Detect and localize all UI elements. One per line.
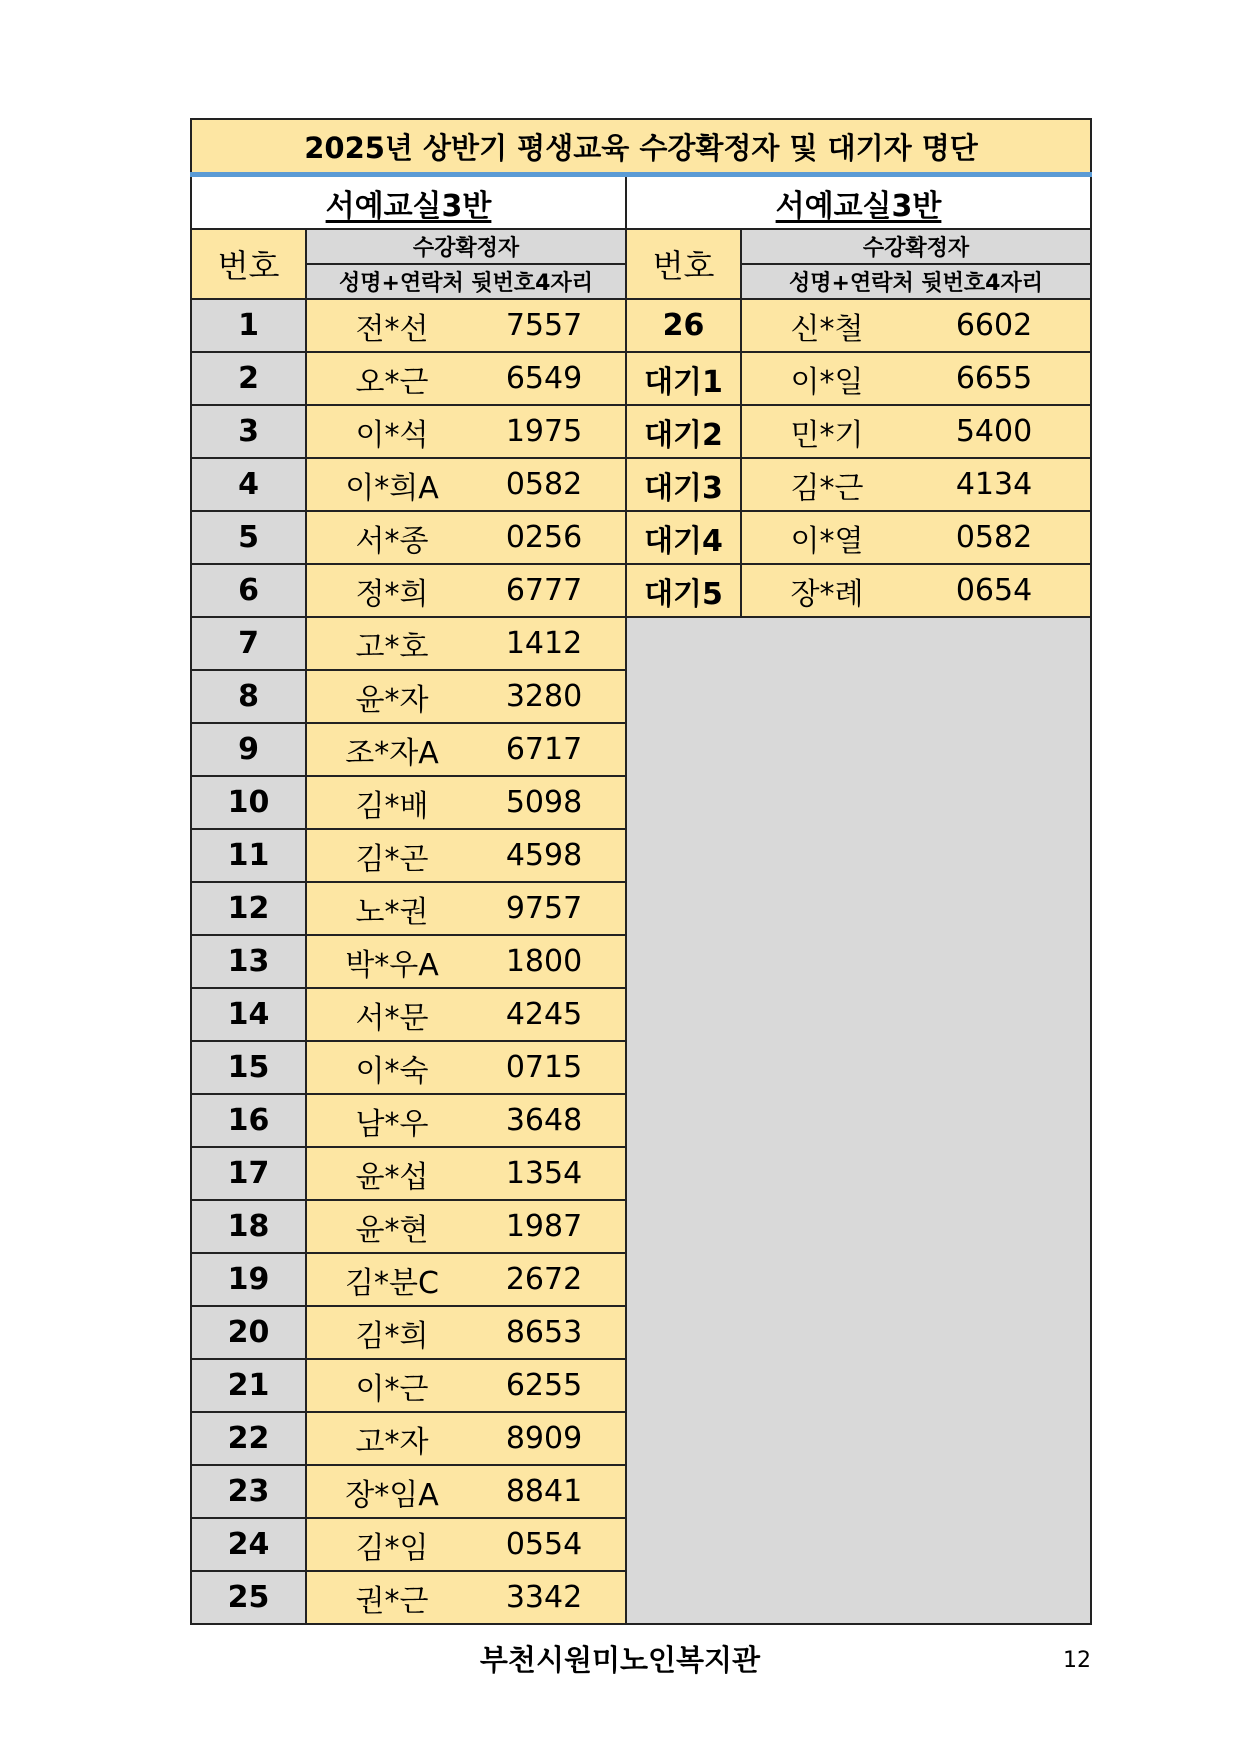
- entry-cell: [306, 511, 626, 564]
- empty-area: [626, 617, 1091, 1624]
- person-name: 김*임: [355, 1530, 429, 1566]
- row-number: 16: [191, 1094, 306, 1147]
- row-number: 2: [191, 352, 306, 405]
- entry-content: [307, 1519, 625, 1570]
- document-title: 2025년 상반기 평생교육 수강확정자 및 대기자 명단: [191, 119, 1091, 175]
- person-name: 노*권: [355, 894, 429, 930]
- person-name: 이*석: [355, 417, 429, 453]
- person-name: 김*분C: [345, 1265, 439, 1301]
- phone-last4: 0256: [505, 520, 583, 555]
- entry-cell: [306, 617, 626, 670]
- table-row: [191, 617, 1091, 670]
- entry-content: [307, 618, 625, 669]
- row-number: 8: [191, 670, 306, 723]
- entry-content: [307, 565, 625, 616]
- row-number: 12: [191, 882, 306, 935]
- entry-cell: [741, 564, 1091, 617]
- table-row: [191, 511, 1091, 564]
- row-number: 17: [191, 1147, 306, 1200]
- entry-content: [307, 406, 625, 457]
- entry-content: [742, 300, 1090, 351]
- phone-last4: 5400: [955, 414, 1033, 449]
- person-name: 고*자: [355, 1424, 429, 1460]
- entry-cell: [306, 776, 626, 829]
- number-header-left: 번호: [191, 229, 306, 299]
- row-number: 10: [191, 776, 306, 829]
- row-number: 15: [191, 1041, 306, 1094]
- row-number: 20: [191, 1306, 306, 1359]
- entry-cell: [306, 670, 626, 723]
- person-name: 신*철: [790, 311, 864, 347]
- person-name: 조*자A: [345, 735, 439, 771]
- person-name: 김*배: [355, 788, 429, 824]
- entry-content: [307, 777, 625, 828]
- phone-last4: 0654: [955, 573, 1033, 608]
- row-number: 대기4: [626, 511, 741, 564]
- entry-content: [742, 353, 1090, 404]
- phone-last4: 1354: [505, 1156, 583, 1191]
- person-name: 권*근: [355, 1583, 429, 1619]
- entry-content: [742, 406, 1090, 457]
- entry-content: [307, 1042, 625, 1093]
- phone-last4: 0554: [505, 1527, 583, 1562]
- table-row: [191, 564, 1091, 617]
- phone-last4: 5098: [505, 785, 583, 820]
- page-number: 12: [1063, 1648, 1091, 1673]
- phone-last4: 8909: [505, 1421, 583, 1456]
- entry-cell: [741, 299, 1091, 352]
- entry-content: [307, 1201, 625, 1252]
- entry-cell: [306, 1571, 626, 1624]
- entry-cell: [741, 511, 1091, 564]
- class-name-right: [626, 175, 1091, 230]
- person-name: 이*일: [790, 364, 864, 400]
- phone-last4: 4134: [955, 467, 1033, 502]
- person-name: 김*희: [355, 1318, 429, 1354]
- row-number: 대기3: [626, 458, 741, 511]
- row-number: 25: [191, 1571, 306, 1624]
- person-name: 서*문: [355, 1000, 429, 1036]
- table-row: [191, 299, 1091, 352]
- phone-last4: 6549: [505, 361, 583, 396]
- entry-cell: [306, 352, 626, 405]
- phone-last4: 7557: [505, 308, 583, 343]
- entry-cell: [306, 988, 626, 1041]
- entry-content: [307, 1148, 625, 1199]
- row-number: 26: [626, 299, 741, 352]
- phone-last4: 8841: [505, 1474, 583, 1509]
- name-phone-header-left: 성명+연락처 뒷번호4자리: [306, 264, 626, 299]
- row-number: 21: [191, 1359, 306, 1412]
- person-name: 오*근: [355, 364, 429, 400]
- entry-cell: [741, 405, 1091, 458]
- row-number: 22: [191, 1412, 306, 1465]
- entry-cell: [741, 352, 1091, 405]
- entry-cell: [306, 723, 626, 776]
- entry-content: [307, 459, 625, 510]
- row-number: 4: [191, 458, 306, 511]
- phone-last4: 6777: [505, 573, 583, 608]
- entry-cell: [306, 935, 626, 988]
- class-name-left-text: 서예교실3반: [325, 188, 492, 224]
- person-name: 김*곤: [355, 841, 429, 877]
- organization-footer: 부천시원미노인복지관: [479, 1643, 761, 1677]
- entry-content: [307, 1360, 625, 1411]
- entry-content: [742, 459, 1090, 510]
- class-name-right-text: 서예교실3반: [775, 188, 942, 224]
- phone-last4: 0715: [505, 1050, 583, 1085]
- phone-last4: 3648: [505, 1103, 583, 1138]
- entry-content: [307, 671, 625, 722]
- entry-content: [307, 1466, 625, 1517]
- phone-last4: 2672: [505, 1262, 583, 1297]
- row-number: 6: [191, 564, 306, 617]
- phone-last4: 8653: [505, 1315, 583, 1350]
- person-name: 김*근: [790, 470, 864, 506]
- phone-last4: 1412: [505, 626, 583, 661]
- entry-cell: [306, 1412, 626, 1465]
- row-number: 9: [191, 723, 306, 776]
- person-name: 전*선: [355, 311, 429, 347]
- entry-content: [307, 1572, 625, 1623]
- person-name: 남*우: [355, 1106, 429, 1142]
- person-name: 이*희A: [345, 470, 439, 506]
- phone-last4: 3280: [505, 679, 583, 714]
- person-name: 윤*자: [355, 682, 429, 718]
- entry-content: [742, 512, 1090, 563]
- row-number: 18: [191, 1200, 306, 1253]
- confirmed-header-left: 수강확정자: [306, 229, 626, 264]
- row-number: 7: [191, 617, 306, 670]
- person-name: 정*희: [355, 576, 429, 612]
- entry-cell: [306, 1253, 626, 1306]
- phone-last4: 4598: [505, 838, 583, 873]
- row-number: 23: [191, 1465, 306, 1518]
- person-name: 윤*섭: [355, 1159, 429, 1195]
- person-name: 이*근: [355, 1371, 429, 1407]
- entry-cell: [306, 1147, 626, 1200]
- person-name: 장*례: [790, 576, 864, 612]
- entry-cell: [306, 1094, 626, 1147]
- name-phone-header-right: 성명+연락처 뒷번호4자리: [741, 264, 1091, 299]
- row-number: 5: [191, 511, 306, 564]
- row-number: 24: [191, 1518, 306, 1571]
- phone-last4: 6717: [505, 732, 583, 767]
- table-row: [191, 458, 1091, 511]
- person-name: 서*종: [355, 523, 429, 559]
- person-name: 박*우A: [345, 947, 439, 983]
- entry-cell: [306, 458, 626, 511]
- row-number: 대기5: [626, 564, 741, 617]
- entry-content: [307, 936, 625, 987]
- table-row: [191, 352, 1091, 405]
- phone-last4: 1800: [505, 944, 583, 979]
- entry-cell: [306, 882, 626, 935]
- phone-last4: 4245: [505, 997, 583, 1032]
- entry-content: [307, 512, 625, 563]
- entry-content: [307, 1307, 625, 1358]
- row-number: 대기1: [626, 352, 741, 405]
- entry-content: [307, 300, 625, 351]
- entry-content: [307, 353, 625, 404]
- row-number: 대기2: [626, 405, 741, 458]
- phone-last4: 1987: [505, 1209, 583, 1244]
- entry-content: [307, 1413, 625, 1464]
- phone-last4: 1975: [505, 414, 583, 449]
- entry-content: [742, 565, 1090, 616]
- row-number: 19: [191, 1253, 306, 1306]
- number-header-right: 번호: [626, 229, 741, 299]
- entry-cell: [741, 458, 1091, 511]
- entry-content: [307, 1254, 625, 1305]
- phone-last4: 9757: [505, 891, 583, 926]
- person-name: 이*열: [790, 523, 864, 559]
- row-number: 1: [191, 299, 306, 352]
- row-number: 11: [191, 829, 306, 882]
- class-name-left: [191, 175, 626, 230]
- roster-table: [190, 118, 1092, 1625]
- entry-cell: [306, 564, 626, 617]
- row-number: 14: [191, 988, 306, 1041]
- phone-last4: 0582: [505, 467, 583, 502]
- person-name: 이*숙: [355, 1053, 429, 1089]
- entry-cell: [306, 1306, 626, 1359]
- person-name: 고*호: [355, 629, 429, 665]
- entry-content: [307, 1095, 625, 1146]
- entry-cell: [306, 405, 626, 458]
- row-number: 3: [191, 405, 306, 458]
- person-name: 민*기: [790, 417, 864, 453]
- table-row: [191, 405, 1091, 458]
- person-name: 윤*현: [355, 1212, 429, 1248]
- entry-cell: [306, 829, 626, 882]
- entry-cell: [306, 1200, 626, 1253]
- phone-last4: 6602: [955, 308, 1033, 343]
- confirmed-header-right: 수강확정자: [741, 229, 1091, 264]
- entry-content: [307, 989, 625, 1040]
- phone-last4: 3342: [505, 1580, 583, 1615]
- entry-content: [307, 724, 625, 775]
- row-number: 13: [191, 935, 306, 988]
- phone-last4: 6655: [955, 361, 1033, 396]
- phone-last4: 0582: [955, 520, 1033, 555]
- entry-cell: [306, 1518, 626, 1571]
- entry-content: [307, 883, 625, 934]
- entry-cell: [306, 1359, 626, 1412]
- phone-last4: 6255: [505, 1368, 583, 1403]
- entry-cell: [306, 1041, 626, 1094]
- entry-cell: [306, 299, 626, 352]
- person-name: 장*임A: [345, 1477, 439, 1513]
- entry-content: [307, 830, 625, 881]
- entry-cell: [306, 1465, 626, 1518]
